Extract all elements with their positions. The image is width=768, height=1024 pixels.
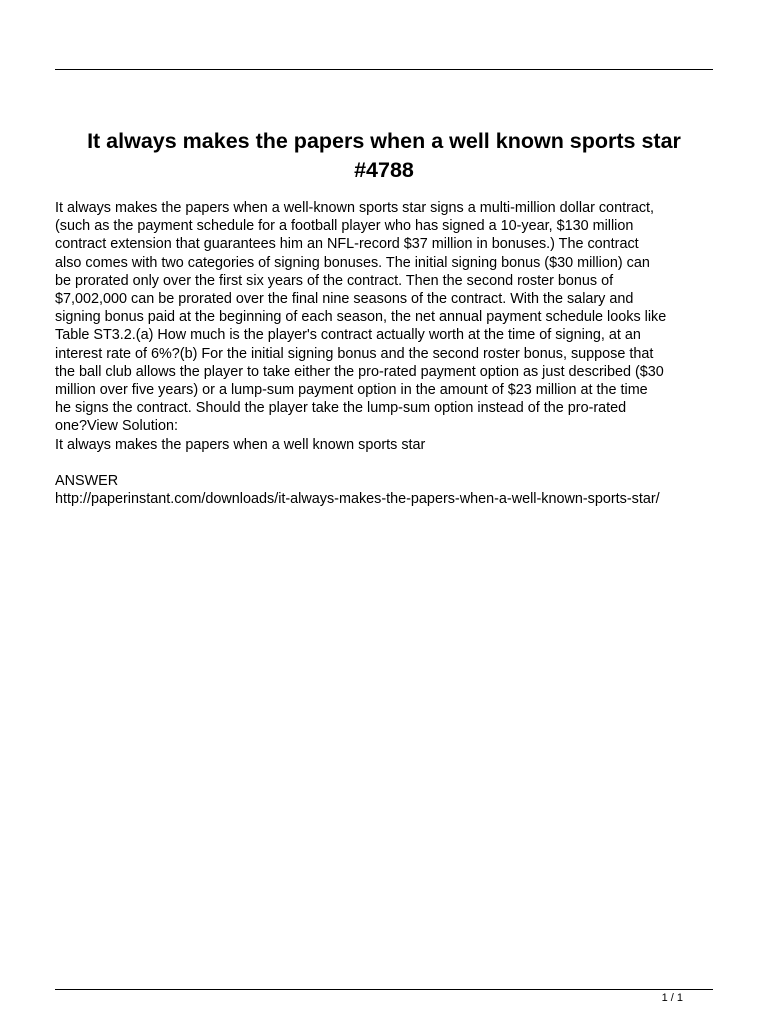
page-number: 1 / 1 bbox=[661, 992, 683, 1004]
body-line: he signs the contract. Should the player take the lump-sum option instead of the pro-rated bbox=[55, 400, 627, 417]
body-line: one?View Solution: bbox=[55, 418, 178, 435]
body-line: $7,002,000 can be prorated over the final nine seasons of the contract. With the salary and bbox=[55, 291, 634, 308]
answer-section bbox=[55, 472, 725, 508]
title-line-2: #4788 bbox=[354, 158, 414, 182]
solution-line: It always makes the papers when a well known sports star bbox=[55, 436, 426, 453]
paragraph-gap bbox=[55, 454, 725, 472]
footer-rule bbox=[55, 989, 713, 990]
document-title bbox=[55, 127, 713, 185]
header-rule bbox=[55, 69, 713, 70]
body-line: Table ST3.2.(a) How much is the player's contract actually worth at the time of signing, at an bbox=[55, 327, 641, 344]
body-line: also comes with two categories of signing bonuses. The initial signing bonus ($30 million) can bbox=[55, 254, 650, 271]
answer-url: http://paperinstant.com/downloads/it-always-makes-the-papers-when-a-well-known-sports-star/ bbox=[55, 491, 660, 508]
body-line: the ball club allows the player to take either the pro-rated payment option as just described ($30 bbox=[55, 363, 664, 380]
answer-label: ANSWER bbox=[55, 473, 119, 490]
document-body bbox=[55, 199, 725, 508]
body-line: It always makes the papers when a well-known sports star signs a multi-million dollar contract, bbox=[55, 200, 655, 216]
title-line-1: It always makes the papers when a well known sports star bbox=[87, 129, 681, 153]
body-line: (such as the payment schedule for a football player who has signed a 10-year, $130 million bbox=[55, 218, 634, 235]
body-line: signing bonus paid at the beginning of each season, the net annual payment schedule looks like bbox=[55, 309, 667, 326]
body-line: interest rate of 6%?(b) For the initial signing bonus and the second roster bonus, suppose that bbox=[55, 345, 654, 362]
problem-paragraph bbox=[55, 199, 725, 454]
body-line: million over five years) or a lump-sum payment option in the amount of $23 million at the time bbox=[55, 382, 648, 399]
body-line: be prorated only over the first six years of the contract. Then the second roster bonus of bbox=[55, 272, 614, 289]
body-line: contract extension that guarantees him an NFL-record $37 million in bonuses.) The contract bbox=[55, 236, 639, 253]
